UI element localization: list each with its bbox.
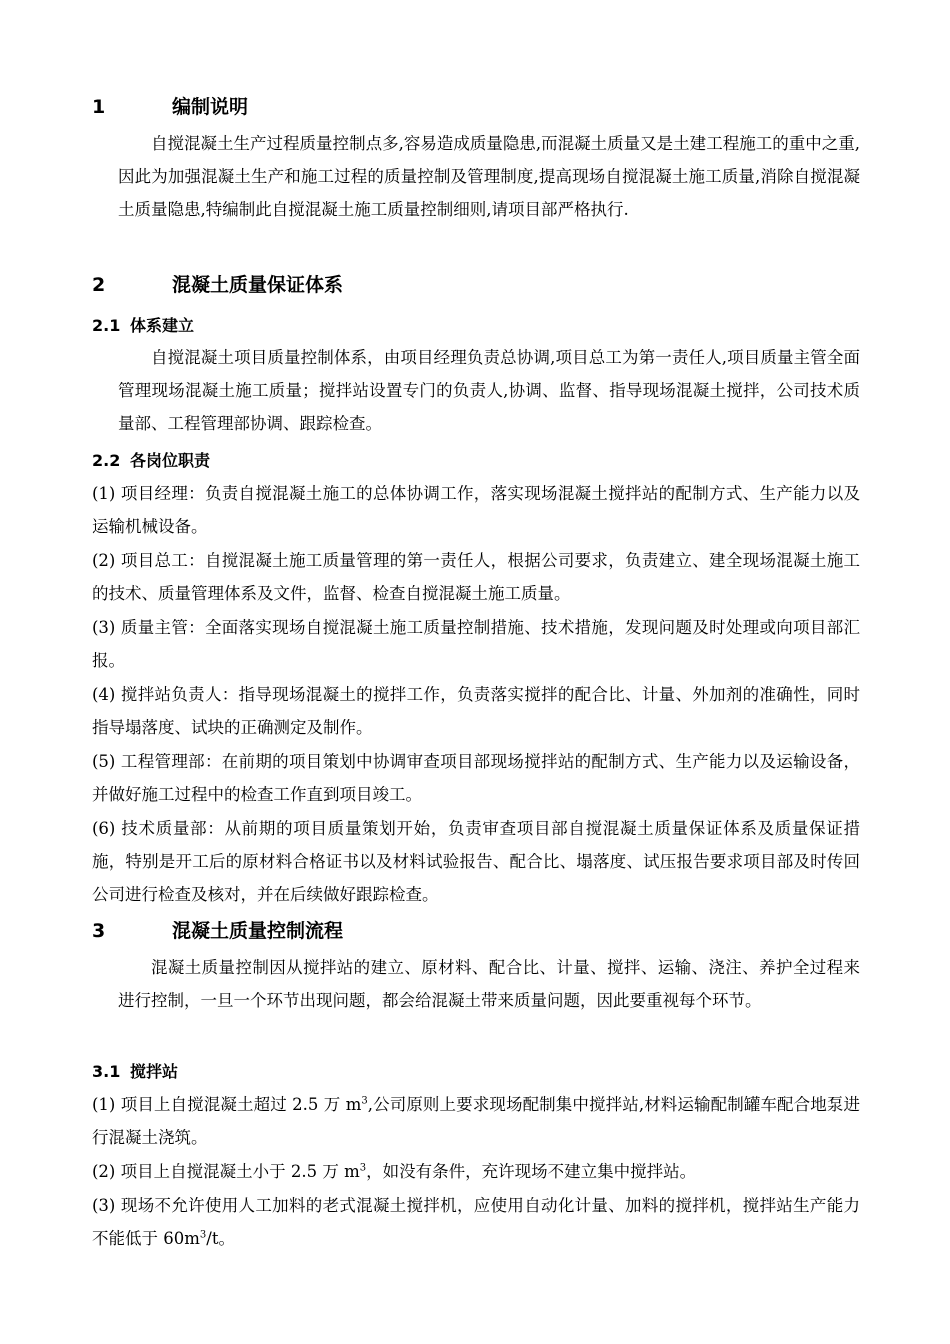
item-text: (2) 项目上自搅混凝土小于 2.5 万 m	[92, 1162, 360, 1181]
item-text: (3) 现场不允许使用人工加料的老式混凝土搅拌机，应使用自动化计量、加料的搅拌机，搅拌站生产能力不能低于 60m	[92, 1196, 860, 1248]
item-text: ，如没有条件，充许现场不建立集中搅拌站。	[366, 1162, 697, 1181]
list-item	[92, 1088, 860, 1154]
list-item: (4) 搅拌站负责人：指导现场混凝土的搅拌工作，负责落实搅拌的配合比、计量、外加剂的准确性，同时指导塌落度、试块的正确测定及制作。	[92, 685, 860, 737]
section-heading-2	[92, 270, 343, 297]
section-heading-1	[92, 92, 248, 119]
superscript: 3	[359, 1162, 367, 1174]
section-number: 2	[92, 274, 106, 296]
subsection-heading-3-1	[92, 1059, 178, 1082]
subsection-number: 3.1	[92, 1062, 121, 1081]
superscript: 3	[361, 1095, 368, 1107]
subsection-title: 搅拌站	[130, 1062, 179, 1081]
section-title: 混凝土质量控制流程	[172, 920, 344, 942]
subsection-title: 体系建立	[130, 316, 195, 335]
list-item: (1) 项目经理：负责自搅混凝土施工的总体协调工作，落实现场混凝土搅拌站的配制方式、生产能力以及运输机械设备。	[92, 484, 860, 536]
item-text: /t。	[206, 1229, 235, 1248]
list-item: (6) 技术质量部：从前期的项目质量策划开始，负责审查项目部自搅混凝土质量保证体系及质量保证措施，特别是开工后的原材料合格证书以及材料试验报告、配合比、塌落度、试压报告要求项目部及时传回公司进行检查及核对，并在后续做好跟踪检查。	[92, 819, 860, 904]
section-title: 编制说明	[172, 96, 249, 118]
section-3-paragraph: 混凝土质量控制因从搅拌站的建立、原材料、配合比、计量、搅拌、运输、浇注、养护全过程来进行控制，一旦一个环节出现问题，都会给混凝土带来质量问题，因此要重视每个环节。	[118, 958, 860, 1010]
subsection-number: 2.1	[92, 316, 121, 335]
section-2-1-paragraph: 自搅混凝土项目质量控制体系，由项目经理负责总协调,项目总工为第一责任人,项目质量主管全面管理现场混凝土施工质量；搅拌站设置专门的负责人,协调、监督、指导现场混凝土搅拌，公司技术质量部、工程管理部协调、跟踪检查。	[118, 348, 860, 433]
list-item	[92, 1189, 860, 1255]
section-title: 混凝土质量保证体系	[172, 274, 344, 296]
list-item: (5) 工程管理部：在前期的项目策划中协调审查项目部现场搅拌站的配制方式、生产能力以及运输设备，并做好施工过程中的检查工作直到项目竣工。	[92, 752, 860, 804]
subsection-number: 2.2	[92, 451, 121, 470]
list-item: (3) 质量主管：全面落实现场自搅混凝土施工质量控制措施、技术措施，发现问题及时处理或向项目部汇报。	[92, 618, 860, 670]
list-item: (2) 项目总工：自搅混凝土施工质量管理的第一责任人，根据公司要求，负责建立、建全现场混凝土施工的技术、质量管理体系及文件，监督、检查自搅混凝土施工质量。	[92, 551, 860, 603]
subsection-heading-2-1	[92, 313, 194, 336]
list-item	[92, 1155, 860, 1188]
superscript: 3	[199, 1229, 207, 1241]
subsection-title: 各岗位职责	[130, 451, 211, 470]
section-1-paragraph: 自搅混凝土生产过程质量控制点多,容易造成质量隐患,而混凝土质量又是土建工程施工的重中之重,因此为加强混凝土生产和施工过程的质量控制及管理制度,提高现场自搅混凝土施工质量,消除自搅混凝土质量隐患,特编制此自搅混凝土施工质量控制细则,请项目部严格执行.	[118, 134, 860, 219]
item-text: ,公司原则上要求现场配制集中搅拌站,材料运输配制罐车配合地泵进行混凝土浇筑。	[92, 1095, 860, 1147]
subsection-heading-2-2	[92, 448, 210, 471]
section-number: 1	[92, 96, 106, 118]
item-text: (1) 项目上自搅混凝土超过 2.5 万 m	[92, 1095, 362, 1114]
section-heading-3	[92, 916, 343, 943]
section-number: 3	[92, 920, 106, 942]
